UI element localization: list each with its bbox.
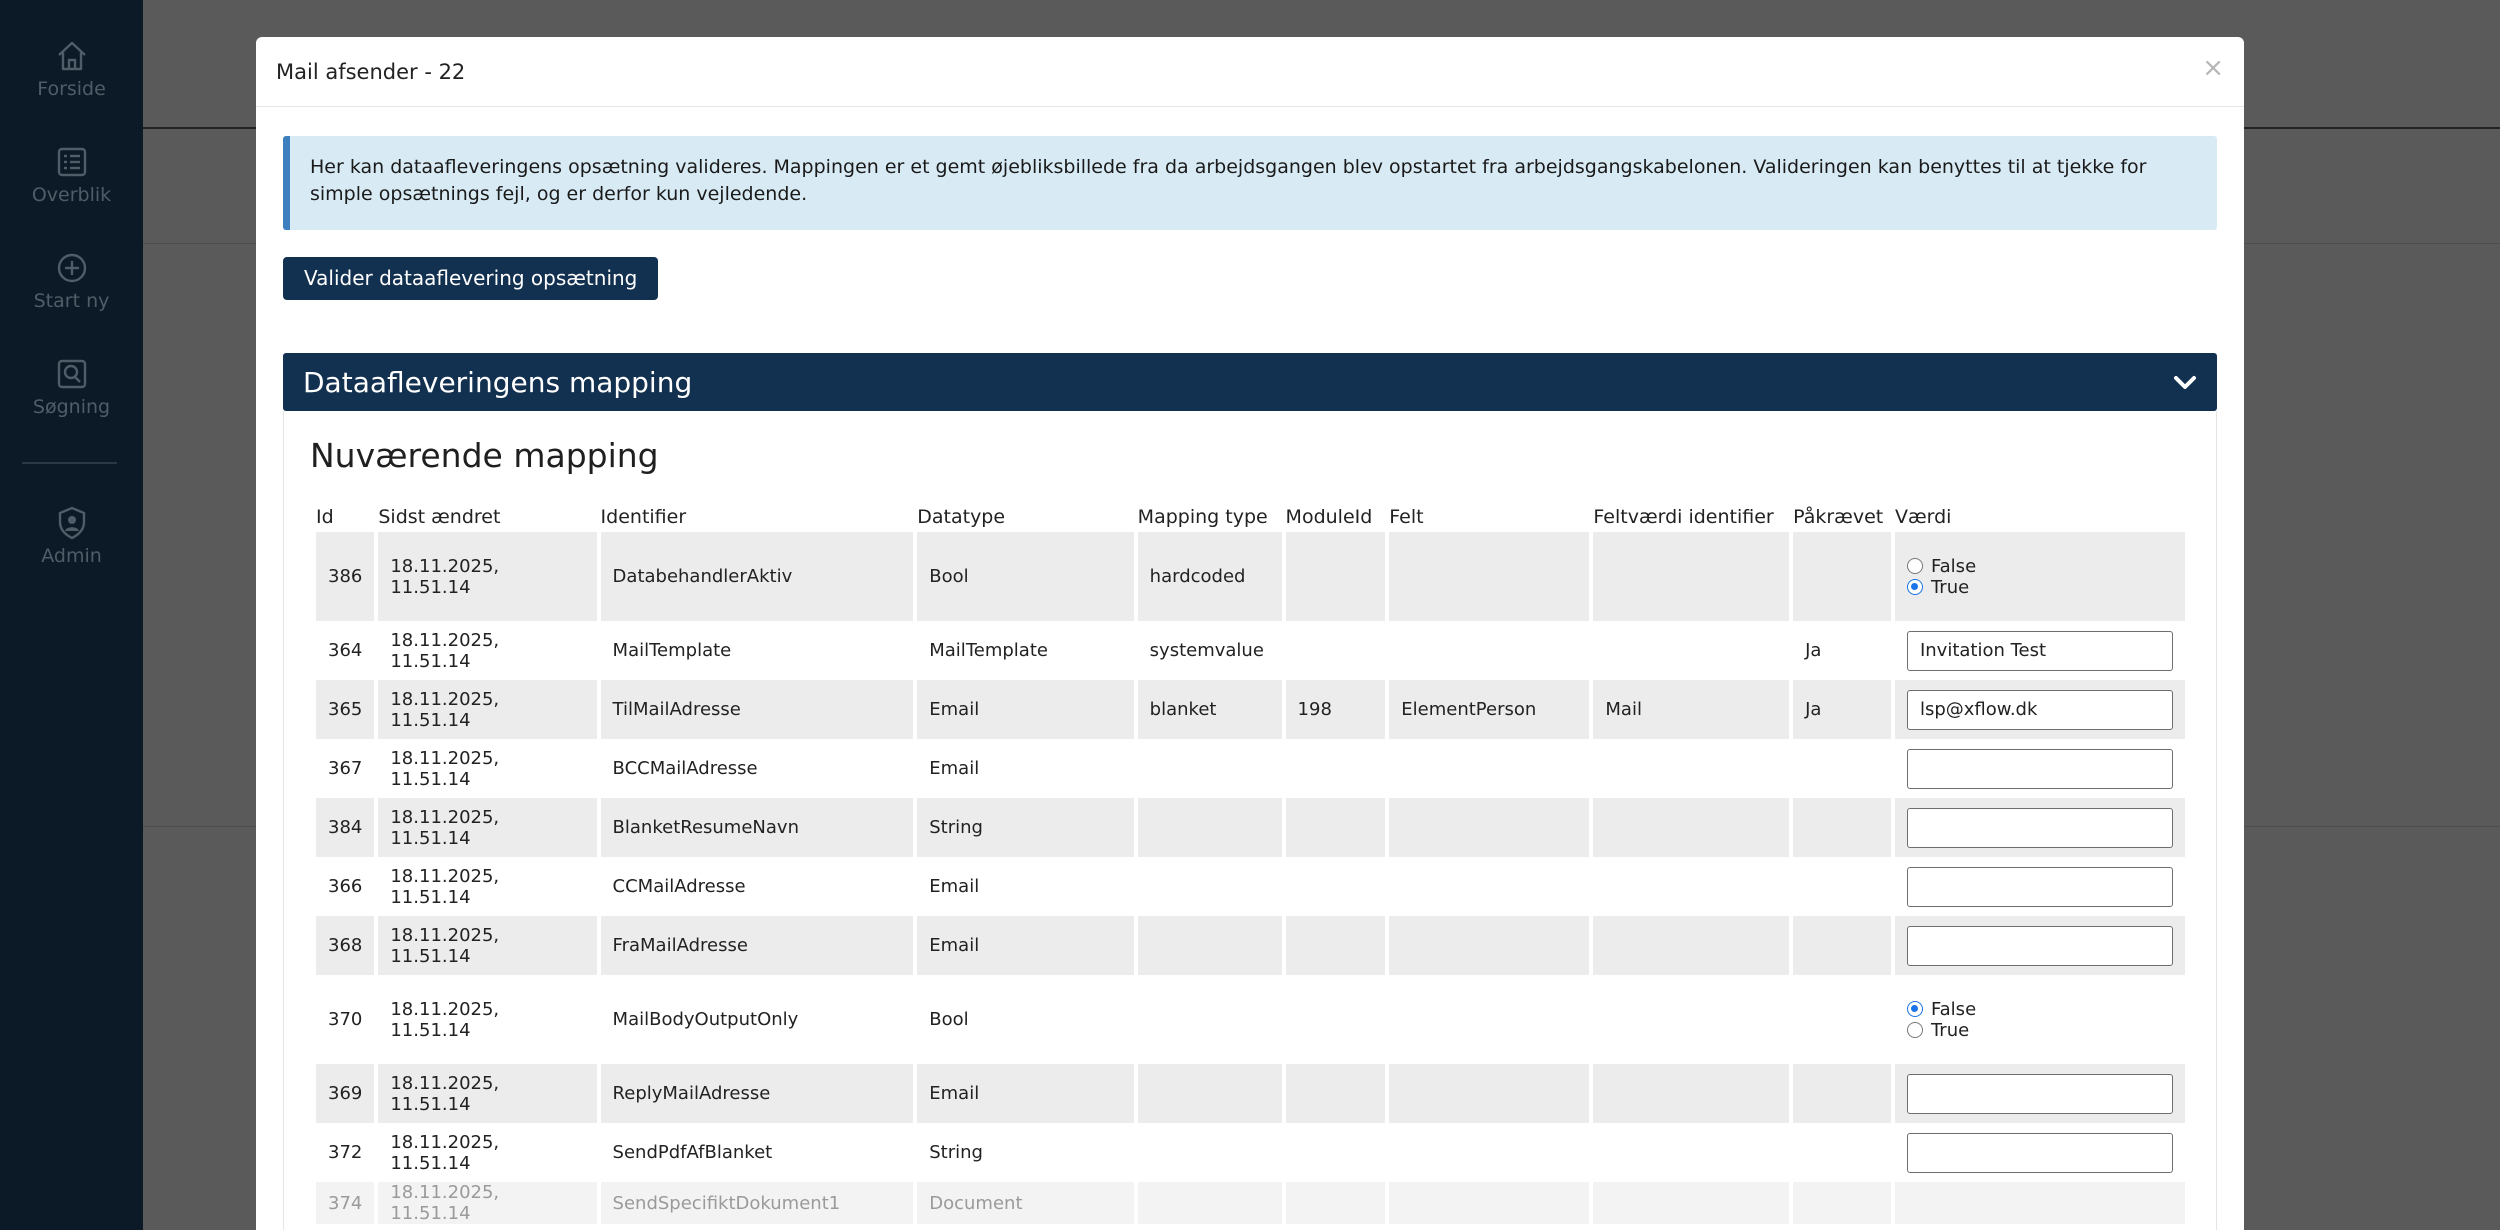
cell-value <box>1895 916 2185 975</box>
plus-circle-icon <box>54 250 90 286</box>
radio-button[interactable] <box>1907 579 1923 595</box>
value-input[interactable] <box>1907 1133 2173 1173</box>
cell-mapping-type <box>1138 975 1282 1064</box>
cell-changed: 18.11.2025, 11.51.14 <box>378 532 596 621</box>
table-row <box>316 739 2185 798</box>
cell-id: 374 <box>316 1182 374 1224</box>
column-header-field-value-identifier: Feltværdi identifier <box>1593 506 1774 528</box>
cell-value <box>1895 1123 2185 1182</box>
radio-label: True <box>1930 576 1970 598</box>
cell-changed: 18.11.2025, 11.51.14 <box>390 998 500 1041</box>
cell-field-value-identifier <box>1593 1123 1789 1182</box>
close-icon[interactable]: × <box>2202 53 2224 83</box>
value-input[interactable] <box>1907 749 2173 789</box>
cell-identifier: DatabehandlerAktiv <box>601 532 914 621</box>
cell-field <box>1389 1182 1589 1224</box>
column-header-field: Felt <box>1389 506 1424 528</box>
sidebar-item-label: Overblik <box>31 184 112 206</box>
cell-required <box>1793 798 1891 857</box>
column-header-module-id: ModuleId <box>1285 506 1373 528</box>
cell-field <box>1389 798 1589 857</box>
sidebar <box>0 0 143 1230</box>
cell-field <box>1389 857 1589 916</box>
modal-header <box>256 37 2244 107</box>
cell-field <box>1389 1123 1589 1182</box>
cell-mapping-type: blanket <box>1138 680 1282 739</box>
table-row <box>316 1182 2185 1224</box>
cell-field-value-identifier <box>1593 857 1789 916</box>
cell-changed: 18.11.2025, 11.51.14 <box>390 865 500 908</box>
cell-mapping-type <box>1138 857 1282 916</box>
cell-mapping-type <box>1138 798 1282 857</box>
cell-module-id <box>1286 975 1386 1064</box>
list-icon <box>54 144 90 180</box>
cell-module-id <box>1286 1123 1386 1182</box>
cell-datatype: Document <box>917 1182 1133 1224</box>
cell-field-value-identifier <box>1593 1064 1789 1123</box>
column-header-value: Værdi <box>1894 506 1952 528</box>
table-row <box>316 857 2185 916</box>
cell-value <box>1895 532 2185 621</box>
cell-module-id <box>1286 532 1386 621</box>
cell-mapping-type <box>1138 739 1282 798</box>
cell-datatype: Email <box>929 758 980 779</box>
cell-id: 370 <box>328 1009 363 1030</box>
cell-value <box>1895 857 2185 916</box>
table-row <box>316 532 2185 621</box>
cell-required <box>1793 739 1891 798</box>
cell-mapping-type <box>1138 1123 1282 1182</box>
table-row <box>316 680 2185 739</box>
modal-dialog <box>256 37 2244 1230</box>
cell-changed: 18.11.2025, 11.51.14 <box>390 1131 500 1174</box>
cell-identifier: ReplyMailAdresse <box>601 1064 914 1123</box>
radio-button[interactable] <box>1907 558 1923 574</box>
cell-required <box>1793 1123 1891 1182</box>
cell-field-value-identifier <box>1593 975 1789 1064</box>
cell-id: 372 <box>328 1142 363 1163</box>
shield-user-icon <box>54 505 90 541</box>
section-title: Nuværende mapping <box>310 436 659 475</box>
cell-identifier: TilMailAdresse <box>601 680 914 739</box>
cell-field <box>1389 916 1589 975</box>
cell-identifier: SendPdfAfBlanket <box>612 1142 773 1163</box>
cell-module-id <box>1286 1182 1386 1224</box>
cell-identifier: BCCMailAdresse <box>612 758 758 779</box>
cell-field-value-identifier <box>1593 916 1789 975</box>
value-input[interactable] <box>1907 926 2173 966</box>
bool-radio-group <box>1907 556 2173 598</box>
cell-module-id <box>1286 739 1386 798</box>
cell-mapping-type: systemvalue <box>1149 640 1264 661</box>
modal-title: Mail afsender - 22 <box>276 60 466 84</box>
cell-changed: 18.11.2025, 11.51.14 <box>378 1182 596 1224</box>
column-header-identifier: Identifier <box>600 506 687 528</box>
cell-identifier: MailTemplate <box>612 640 732 661</box>
cell-required <box>1793 1182 1891 1224</box>
cell-required <box>1793 975 1891 1064</box>
cell-mapping-type <box>1138 916 1282 975</box>
value-input[interactable] <box>1907 808 2173 848</box>
cell-field-value-identifier <box>1593 1182 1789 1224</box>
cell-changed: 18.11.2025, 11.51.14 <box>390 747 500 790</box>
bool-radio-group <box>1907 999 2173 1041</box>
cell-id: 386 <box>316 532 374 621</box>
sidebar-item-overblik[interactable] <box>0 144 143 206</box>
cell-changed: 18.11.2025, 11.51.14 <box>378 916 596 975</box>
cell-value <box>1895 1064 2185 1123</box>
table-header-row <box>316 496 2185 532</box>
cell-changed: 18.11.2025, 11.51.14 <box>378 1064 596 1123</box>
radio-option-true[interactable] <box>1907 1020 2173 1041</box>
value-input[interactable] <box>1907 631 2173 671</box>
sidebar-item-label: Start ny <box>33 290 110 312</box>
cell-value <box>1895 1182 2185 1224</box>
cell-value <box>1895 739 2185 798</box>
cell-id: 366 <box>328 876 363 897</box>
column-header-required: Påkrævet <box>1793 506 1884 528</box>
cell-id: 365 <box>316 680 374 739</box>
cell-mapping-type <box>1138 1064 1282 1123</box>
cell-field <box>1389 1064 1589 1123</box>
cell-field <box>1389 621 1589 680</box>
cell-value <box>1895 975 2185 1064</box>
cell-datatype: Email <box>929 876 980 897</box>
cell-id: 367 <box>328 758 363 779</box>
cell-id: 369 <box>316 1064 374 1123</box>
cell-identifier: CCMailAdresse <box>612 876 746 897</box>
sidebar-item-label: Forside <box>37 78 106 100</box>
table-row <box>316 1064 2185 1123</box>
search-icon <box>54 356 90 392</box>
table-row <box>316 975 2185 1064</box>
cell-field <box>1389 975 1589 1064</box>
cell-field <box>1389 739 1589 798</box>
cell-field: ElementPerson <box>1389 680 1589 739</box>
cell-required <box>1793 1064 1891 1123</box>
cell-required: Ja <box>1793 680 1891 739</box>
radio-label: False <box>1930 998 1977 1020</box>
radio-button[interactable] <box>1907 1022 1923 1038</box>
column-header-id: Id <box>316 506 334 528</box>
cell-datatype: String <box>929 1142 983 1163</box>
chevron-down-icon <box>2171 369 2199 397</box>
cell-mapping-type <box>1138 1182 1282 1224</box>
cell-module-id <box>1286 916 1386 975</box>
cell-changed: 18.11.2025, 11.51.14 <box>390 629 500 672</box>
cell-module-id <box>1286 1064 1386 1123</box>
column-header-changed: Sidst ændret <box>378 506 501 528</box>
mapping-table <box>312 496 2189 1224</box>
column-header-datatype: Datatype <box>917 506 1006 528</box>
value-input[interactable] <box>1907 1074 2173 1114</box>
radio-label: False <box>1930 555 1977 577</box>
radio-option-true[interactable] <box>1907 577 2173 598</box>
cell-required <box>1793 857 1891 916</box>
cell-module-id <box>1286 798 1386 857</box>
cell-datatype: Bool <box>929 1009 969 1030</box>
sidebar-divider <box>22 462 117 464</box>
cell-field-value-identifier <box>1593 739 1789 798</box>
cell-field-value-identifier <box>1593 621 1789 680</box>
sidebar-item-soegning[interactable] <box>0 356 143 418</box>
mapping-accordion-header[interactable] <box>283 353 2217 411</box>
cell-id: 368 <box>316 916 374 975</box>
cell-datatype: Email <box>917 1064 1133 1123</box>
cell-value <box>1895 621 2185 680</box>
validate-button[interactable]: Valider dataaflevering opsætning <box>283 257 658 300</box>
cell-module-id <box>1286 621 1386 680</box>
cell-mapping-type: hardcoded <box>1138 532 1282 621</box>
cell-id: 364 <box>328 640 363 661</box>
cell-datatype: MailTemplate <box>929 640 1048 661</box>
cell-required: Ja <box>1805 640 1822 661</box>
table-row <box>316 621 2185 680</box>
radio-option-false[interactable] <box>1907 999 2173 1020</box>
home-icon <box>54 38 90 74</box>
cell-value <box>1895 798 2185 857</box>
cell-datatype: Email <box>917 916 1133 975</box>
cell-module-id <box>1286 857 1386 916</box>
cell-changed: 18.11.2025, 11.51.14 <box>378 798 596 857</box>
sidebar-item-label: Søgning <box>32 396 111 418</box>
cell-identifier: MailBodyOutputOnly <box>612 1009 799 1030</box>
cell-field-value-identifier: Mail <box>1593 680 1789 739</box>
table-row <box>316 916 2185 975</box>
cell-datatype: Bool <box>917 532 1133 621</box>
radio-button[interactable] <box>1907 1001 1923 1017</box>
cell-identifier: SendSpecifiktDokument1 <box>601 1182 914 1224</box>
cell-field <box>1389 532 1589 621</box>
radio-option-false[interactable] <box>1907 556 2173 577</box>
cell-module-id: 198 <box>1286 680 1386 739</box>
info-alert: Her kan dataafleveringens opsætning valideres. Mappingen er et gemt øjebliksbillede fra da arbejdsgangen blev opstartet fra arbejdsgangskabelonen. Valideringen kan benyttes til at tjekke for simple opsætnings fejl, og er derfor kun vejledende. <box>283 136 2217 230</box>
value-input[interactable] <box>1907 690 2173 730</box>
cell-value <box>1895 680 2185 739</box>
cell-changed: 18.11.2025, 11.51.14 <box>378 680 596 739</box>
cell-identifier: FraMailAdresse <box>601 916 914 975</box>
cell-required <box>1793 532 1891 621</box>
cell-datatype: String <box>917 798 1133 857</box>
radio-label: True <box>1930 1019 1970 1041</box>
table-row <box>316 798 2185 857</box>
cell-field-value-identifier <box>1593 532 1789 621</box>
cell-required <box>1793 916 1891 975</box>
column-header-mapping-type: Mapping type <box>1137 506 1268 528</box>
sidebar-item-admin[interactable] <box>0 505 143 567</box>
table-row <box>316 1123 2185 1182</box>
value-input[interactable] <box>1907 867 2173 907</box>
cell-identifier: BlanketResumeNavn <box>601 798 914 857</box>
accordion-title: Dataafleveringens mapping <box>303 366 693 399</box>
sidebar-item-start-ny[interactable] <box>0 250 143 312</box>
sidebar-item-label: Admin <box>41 545 102 567</box>
cell-datatype: Email <box>917 680 1133 739</box>
cell-id: 384 <box>316 798 374 857</box>
cell-field-value-identifier <box>1593 798 1789 857</box>
sidebar-item-forside[interactable] <box>0 38 143 100</box>
